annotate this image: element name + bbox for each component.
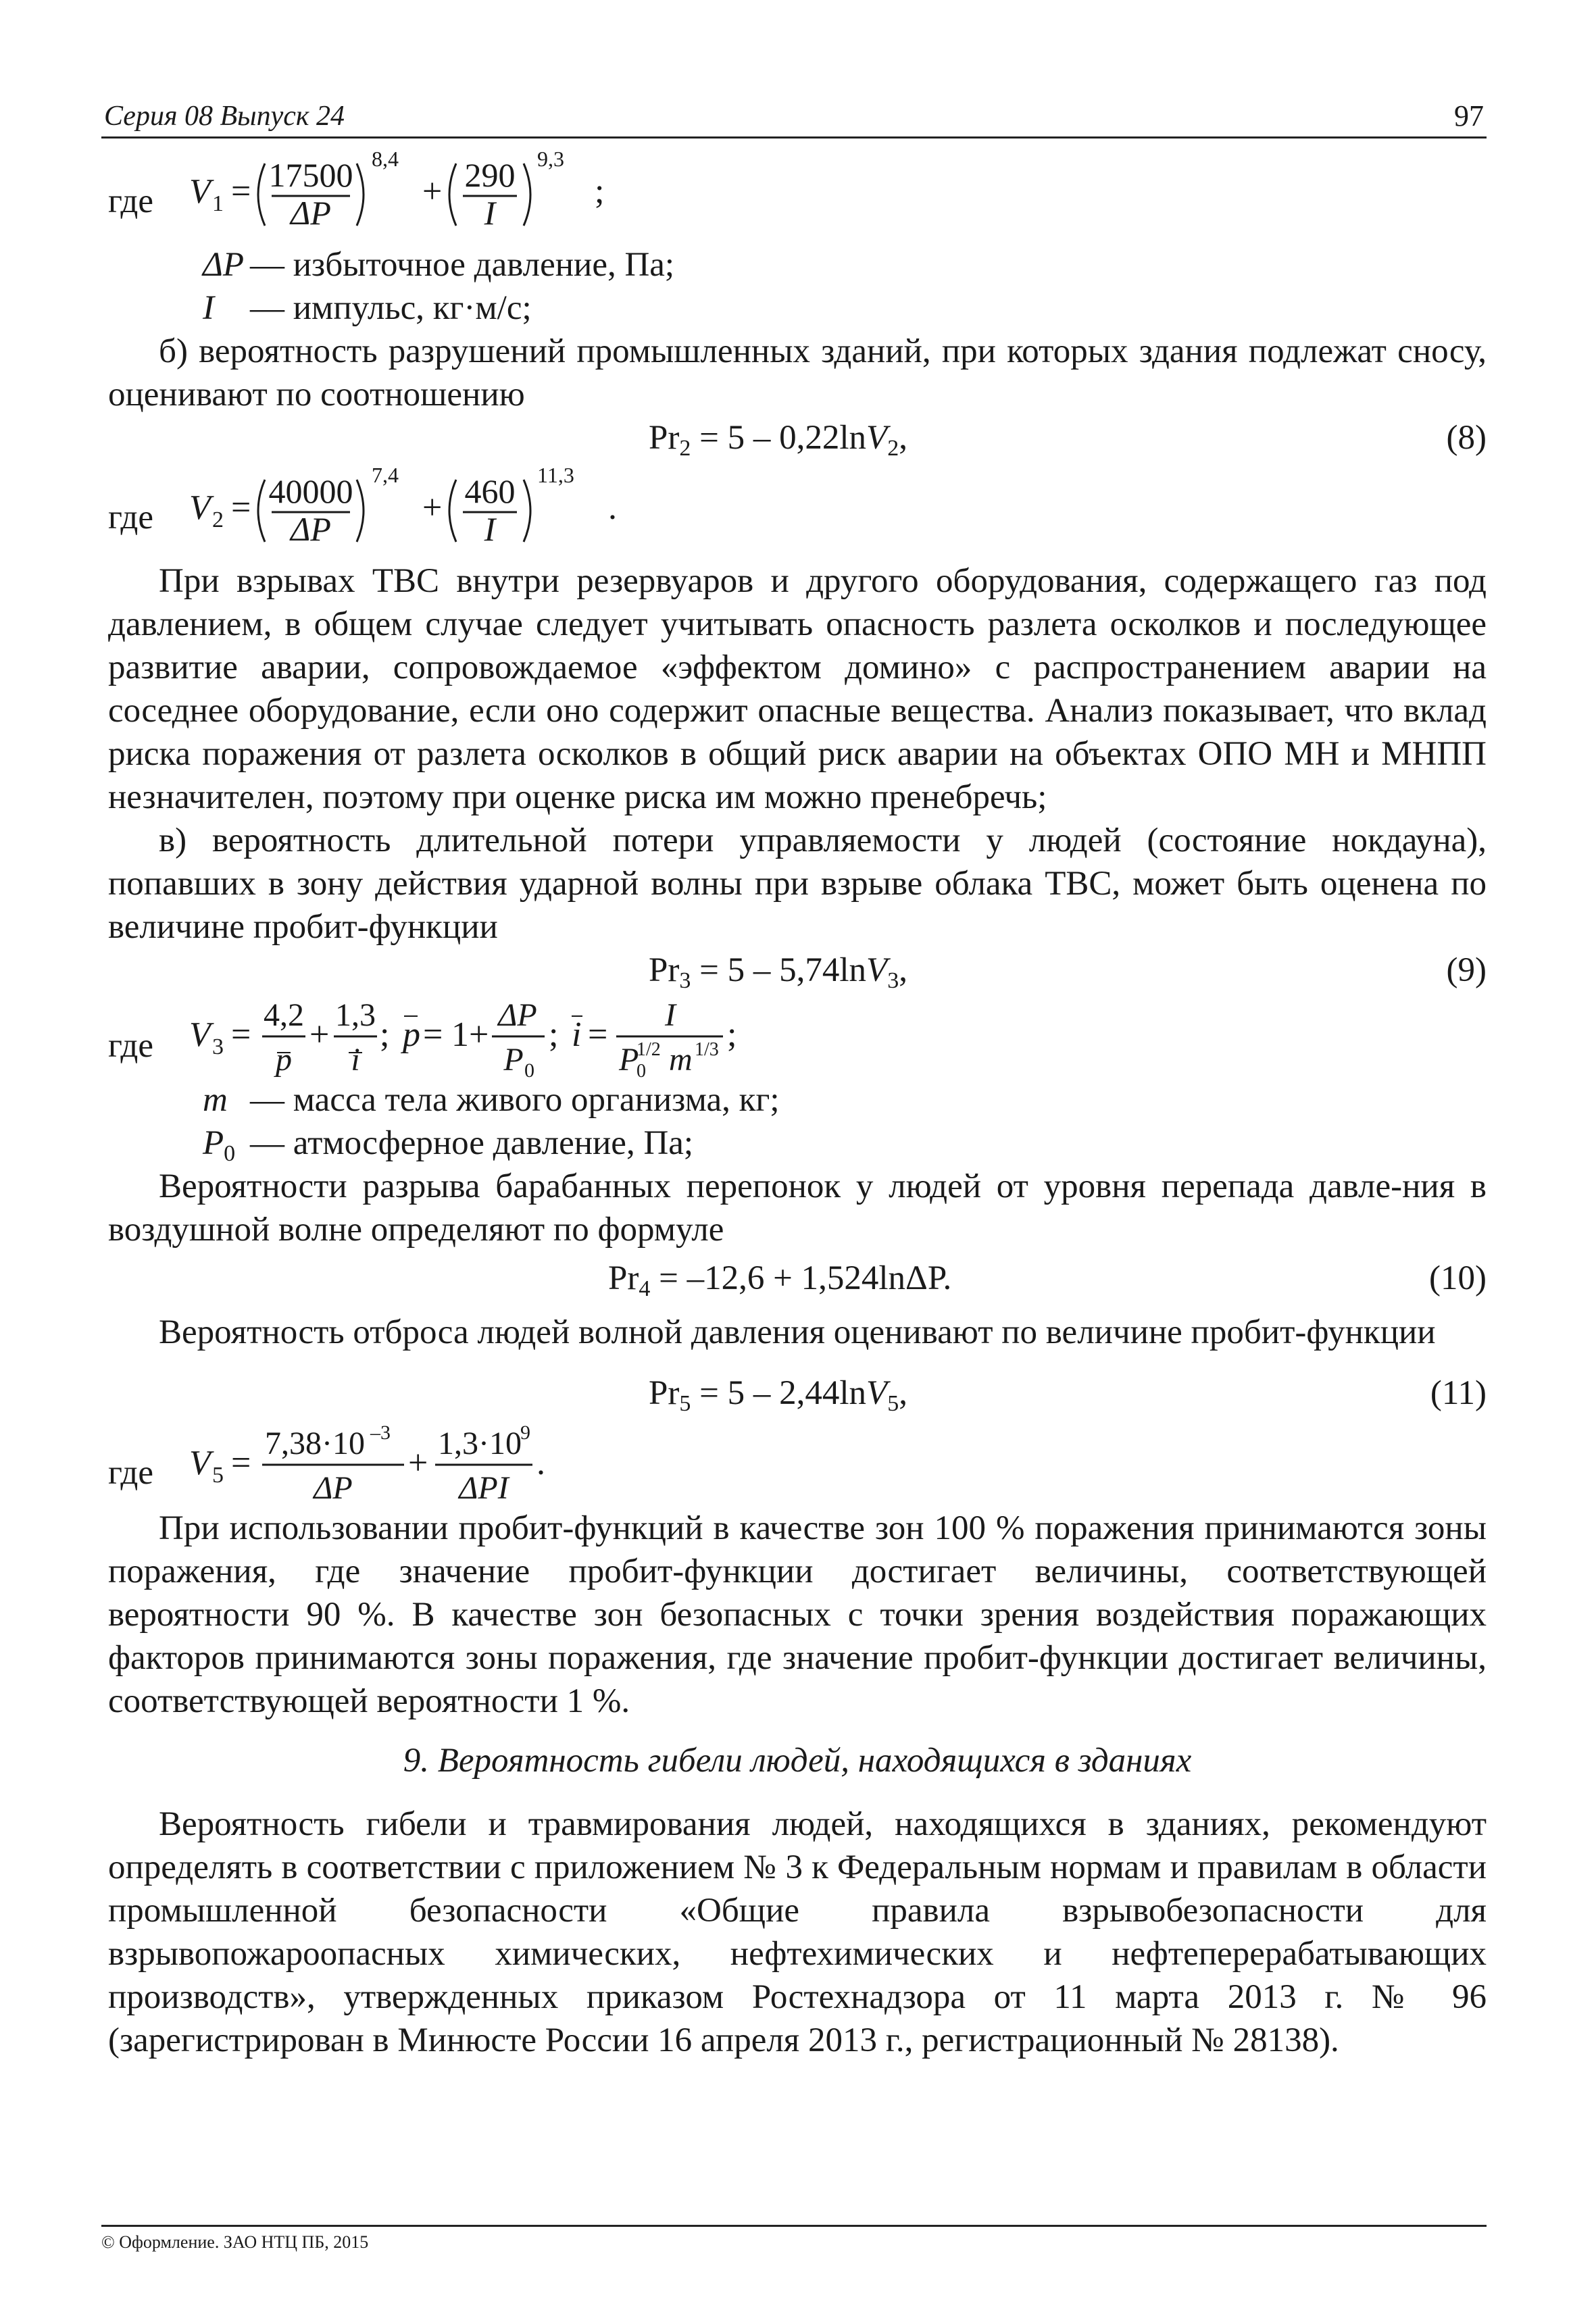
v1-numerator-2: 290 xyxy=(464,156,516,194)
v2-numerator-2: 460 xyxy=(464,472,516,510)
formula-v1 xyxy=(108,149,1487,243)
definition-symbol: ΔP xyxy=(203,246,245,284)
svg-text:1+: 1+ xyxy=(451,1015,489,1054)
svg-text:4,2: 4,2 xyxy=(264,997,304,1033)
svg-text:+: + xyxy=(408,1444,428,1482)
svg-text:V: V xyxy=(189,1015,211,1054)
definition-symbol: m xyxy=(203,1081,228,1119)
page-header xyxy=(101,93,1487,139)
main-content xyxy=(108,149,1487,2062)
definition-dp xyxy=(203,243,1487,286)
formula-v5-svg xyxy=(189,1422,703,1507)
paragraph-v: в) вероятность длительной потери управляемости у людей (состояние нокдауна), попавших в зону действия ударной волны при взрыве облака ТВС, может быть оценена по величине пробит-функции xyxy=(108,822,1487,946)
v1-exponent-2: 9,3 xyxy=(537,147,564,171)
formula-v5 xyxy=(108,1422,1487,1507)
v1-denominator-2: I xyxy=(484,194,496,232)
svg-text:ΔP: ΔP xyxy=(498,997,537,1033)
definition-text: — избыточное давление, Па; xyxy=(250,246,675,284)
v2-end: . xyxy=(608,488,617,527)
v1-end: ; xyxy=(595,172,605,211)
definition-symbol: I xyxy=(203,289,214,327)
equation-number-8: (8) xyxy=(1446,419,1487,457)
equation-number-11: (11) xyxy=(1430,1374,1487,1412)
equation-10: $Pr_4 = -12,6 + 1,524\ln\Delta P$. (10) xyxy=(108,1257,1487,1311)
svg-text:p: p xyxy=(276,1042,292,1078)
svg-text:=: = xyxy=(588,1015,608,1054)
series-title: Серия 08 Выпуск 24 xyxy=(104,101,345,132)
definition-i xyxy=(203,286,1487,330)
svg-text:ΔPI: ΔPI xyxy=(459,1470,509,1506)
svg-text:i: i xyxy=(351,1042,360,1078)
formula-v2 xyxy=(108,465,1487,559)
v2-denominator-2: I xyxy=(484,510,496,548)
svg-text:.: . xyxy=(537,1444,545,1482)
definition-symbol: $P_0$ xyxy=(203,1124,236,1166)
definition-text: — масса тела живого организма, кг; xyxy=(250,1081,780,1119)
svg-text:+: + xyxy=(309,1015,330,1054)
where-label: где xyxy=(108,1027,153,1065)
definition-text: — атмосферное давление, Па; xyxy=(250,1124,694,1162)
v2-exponent-1: 7,4 xyxy=(372,463,399,487)
svg-text:1,3: 1,3 xyxy=(335,997,376,1033)
svg-text:=: = xyxy=(231,1015,251,1054)
svg-text:;: ; xyxy=(549,1015,559,1054)
v1-exponent-1: 8,4 xyxy=(372,147,399,171)
formula-v2-svg xyxy=(189,465,703,559)
v2-symbol: V xyxy=(189,488,211,527)
svg-text:+: + xyxy=(422,172,443,211)
section-title: 9. Вероятность гибели людей, находящихся в зданиях xyxy=(403,1742,1192,1780)
svg-text:;: ; xyxy=(380,1015,390,1054)
svg-text:7,38·10: 7,38·10 xyxy=(265,1426,365,1461)
paragraph-zones: При использовании пробит-функций в качестве зон 100 % поражения принимаются зоны поражения, где значение пробит-функции достигает величины, соответствующей вероятности 90 %. В качестве зон безопасных с точки зрения воздействия поражающих факторов принимаются зоны поражения, где значение пробит-функции достигает величины, соответствующей вероятности 1 %. xyxy=(108,1509,1487,1720)
equation-11: $Pr_5 = 5 - 2,44\ln V_5$, (11) xyxy=(108,1372,1487,1426)
formula-v1-svg xyxy=(189,149,703,243)
definition-p0 xyxy=(203,1122,1487,1165)
page-number: 97 xyxy=(1454,99,1484,132)
paragraph-throw: Вероятность отброса людей волной давления оценивают по величине пробит-функции xyxy=(159,1313,1436,1351)
v1-denominator-1: ΔP xyxy=(291,194,331,232)
paragraph-ear: Вероятности разрыва барабанных перепонок у людей от уровня перепада давле-ния в воздушной волне определяют по формуле xyxy=(108,1167,1487,1249)
svg-text:+: + xyxy=(422,488,443,527)
svg-text:9: 9 xyxy=(520,1422,530,1444)
page-footer: © Оформление. ЗАО НТЦ ПБ, 2015 xyxy=(101,2225,1487,2254)
svg-text:0: 0 xyxy=(637,1061,646,1082)
svg-text:p: p xyxy=(403,1015,420,1054)
v1-numerator-1: 17500 xyxy=(268,156,353,194)
svg-text:1/3: 1/3 xyxy=(695,1039,719,1060)
svg-text:5: 5 xyxy=(212,1463,224,1488)
v2-denominator-1: ΔP xyxy=(291,510,331,548)
svg-text:1/2: 1/2 xyxy=(637,1039,661,1060)
svg-text:P: P xyxy=(619,1042,639,1078)
svg-text:1,3·10: 1,3·10 xyxy=(438,1426,522,1461)
svg-text:i: i xyxy=(572,1015,582,1054)
svg-text:V: V xyxy=(189,1444,211,1482)
svg-text:0: 0 xyxy=(524,1059,534,1082)
where-label: где xyxy=(108,1454,153,1492)
equation-number-10: (10) xyxy=(1429,1259,1487,1297)
svg-text:3: 3 xyxy=(212,1034,224,1059)
svg-text:ΔP: ΔP xyxy=(314,1470,353,1506)
svg-text:I: I xyxy=(665,997,676,1033)
equation-number-9: (9) xyxy=(1446,951,1487,989)
equation-9: $Pr_3 = 5 - 5,74\ln V_3$, (9) xyxy=(108,949,1487,997)
v2-exponent-2: 11,3 xyxy=(537,463,574,487)
svg-text:;: ; xyxy=(727,1015,737,1054)
v1-subscript: 1 xyxy=(212,191,224,216)
svg-text:=: = xyxy=(231,488,251,527)
svg-text:=: = xyxy=(231,172,251,211)
v2-numerator-1: 40000 xyxy=(268,472,353,510)
v2-subscript: 2 xyxy=(212,507,224,532)
equation-8: $Pr_2 = 5 - 0,22\ln V_2$, (8) xyxy=(108,416,1487,465)
paragraph-buildings: Вероятность гибели и травмирования людей, находящихся в зданиях, рекомендуют определять в соответствии с приложением № 3 к Федеральным нормам и правилам в области промышленной безопасности «Общие правила взрывобезопасности для взрывопожароопасных химических, нефтехимических и нефтеперерабатывающих производств», утвержденных приказом Ростехнадзора от 11 марта 2013 г. № 96 (зарегистрирован в Минюсте России 16 апреля 2013 г., регистрационный № 28138). xyxy=(108,1805,1487,2059)
svg-text:=: = xyxy=(231,1444,251,1482)
svg-text:–3: –3 xyxy=(370,1422,391,1444)
where-label: где xyxy=(108,499,153,536)
definition-m xyxy=(203,1078,1487,1122)
where-label: где xyxy=(108,182,153,220)
paragraph-b: б) вероятность разрушений промышленных зданий, при которых здания подлежат сносу, оценивают по соотношению xyxy=(108,332,1487,413)
formula-v3-svg xyxy=(189,997,932,1082)
formula-v3 xyxy=(108,997,1487,1082)
definition-text: — импульс, кг·м/с; xyxy=(250,289,532,327)
paragraph-tvs: При взрывах ТВС внутри резервуаров и другого оборудования, содержащего газ под давлением, в общем случае следует учитывать опасность разлета осколков и последующее развитие аварии, сопровождаемое «эффектом домино» с распространением аварии на соседнее оборудование, если оно содержит опасные вещества. Анализ показывает, что вклад риска поражения от разлета осколков в общий риск аварии на объектах ОПО МН и МНПП незначителен, поэтому при оценке риска им можно пренебречь; xyxy=(108,562,1487,816)
v1-symbol: V xyxy=(189,172,211,211)
svg-text:P: P xyxy=(503,1042,524,1078)
svg-text:=: = xyxy=(423,1015,443,1054)
svg-text:m: m xyxy=(669,1042,693,1078)
